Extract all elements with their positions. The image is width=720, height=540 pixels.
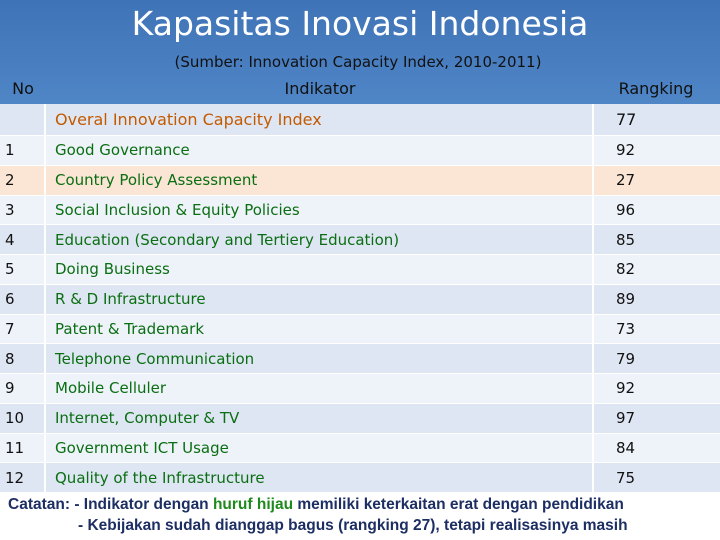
row-rank: 73 (616, 319, 636, 338)
table-row (0, 136, 720, 166)
row-rank: 96 (616, 200, 636, 219)
ranking-table (0, 104, 720, 493)
row-rank: 89 (616, 290, 636, 309)
row-indicator: Government ICT Usage (46, 434, 594, 463)
row-rank: 84 (616, 438, 636, 457)
row-rank: 97 (616, 409, 636, 428)
row-number: 5 (0, 255, 46, 284)
column-header-no: No (12, 79, 34, 98)
row-indicator: Telephone Communication (46, 344, 594, 373)
footnote-suffix: memiliki keterkaitan erat dengan pendidikan (293, 496, 624, 513)
overall-row (0, 104, 720, 136)
table-row (0, 463, 720, 493)
source-subtitle: (Sumber: Innovation Capacity Index, 2010-2011) (174, 53, 542, 71)
row-number: 10 (0, 404, 46, 433)
footnote-line-2: - Kebijakan sudah dianggap bagus (rangking 27), tetapi realisasinya masih (78, 517, 628, 534)
row-number: 11 (0, 434, 46, 463)
footnote-green-text: huruf hijau (212, 496, 294, 513)
table-row (0, 404, 720, 434)
table-row (0, 285, 720, 315)
row-indicator: Patent & Trademark (46, 315, 594, 344)
row-indicator: Quality of the Infrastructure (46, 463, 594, 492)
table-row (0, 225, 720, 255)
column-header-rank: Rangking (618, 79, 694, 98)
row-indicator: Social Inclusion & Equity Policies (46, 196, 594, 225)
row-indicator: Country Policy Assessment (46, 166, 594, 195)
row-number: 4 (0, 225, 46, 254)
row-indicator: Mobile Celluler (46, 374, 594, 403)
overall-no-cell (0, 104, 46, 135)
row-rank: 79 (616, 349, 636, 368)
row-indicator: Education (Secondary and Tertiery Education) (46, 225, 594, 254)
table-row (0, 374, 720, 404)
row-rank: 75 (616, 468, 636, 487)
table-row (0, 344, 720, 374)
row-number: 2 (0, 166, 46, 195)
table-row (0, 166, 720, 196)
row-indicator: Internet, Computer & TV (46, 404, 594, 433)
row-rank: 82 (616, 260, 636, 279)
overall-rank: 77 (616, 110, 637, 129)
table-row (0, 315, 720, 345)
row-indicator: Good Governance (46, 136, 594, 165)
table-row (0, 434, 720, 464)
row-number: 12 (0, 463, 46, 492)
row-number: 3 (0, 196, 46, 225)
footnote-line-1 (8, 494, 720, 515)
table-header (0, 0, 720, 104)
page-title: Kapasitas Inovasi Indonesia (131, 4, 589, 43)
row-rank: 92 (616, 141, 636, 160)
overall-label: Overal Innovation Capacity Index (46, 104, 594, 135)
row-rank: 27 (616, 171, 636, 190)
row-rank: 85 (616, 230, 636, 249)
row-number: 8 (0, 344, 46, 373)
row-number: 9 (0, 374, 46, 403)
column-header-indicator: Indikator (284, 79, 356, 98)
table-row (0, 255, 720, 285)
row-indicator: R & D Infrastructure (46, 285, 594, 314)
footnote-prefix: Catatan: - Indikator dengan (8, 496, 213, 513)
row-indicator: Doing Business (46, 255, 594, 284)
footnote (8, 494, 720, 536)
row-rank: 92 (616, 379, 636, 398)
row-number: 1 (0, 136, 46, 165)
row-number: 7 (0, 315, 46, 344)
row-number: 6 (0, 285, 46, 314)
table-row (0, 196, 720, 226)
